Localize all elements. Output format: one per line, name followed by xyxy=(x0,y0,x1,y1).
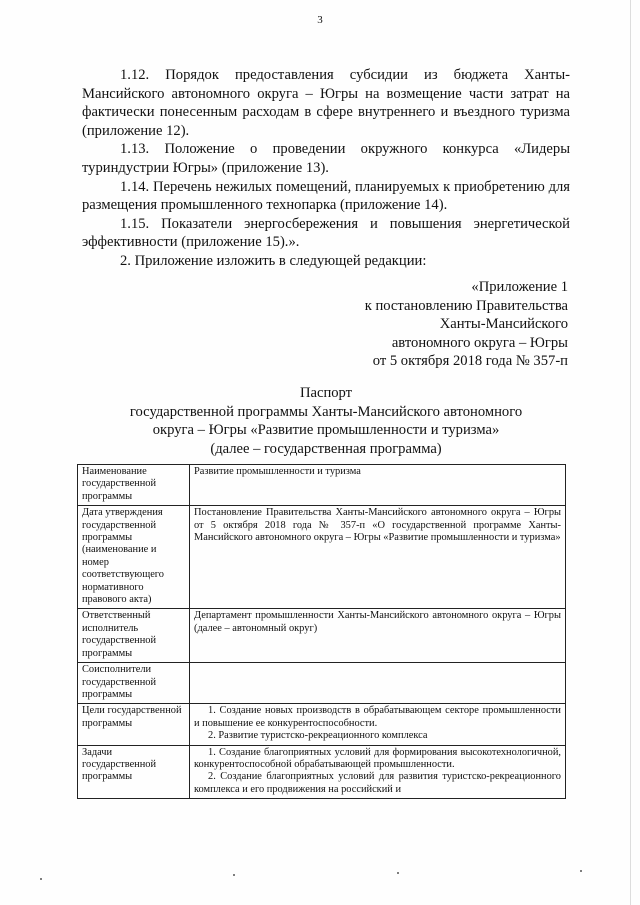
table-row xyxy=(78,745,566,799)
passport-title-line: округа – Югры «Развитие промышленности и туризма» xyxy=(152,422,500,439)
table-row-label: Задачи государственной программы xyxy=(78,745,190,799)
table-row xyxy=(78,704,566,745)
scan-speck xyxy=(580,870,582,872)
table-row-value xyxy=(190,663,566,704)
scan-speck xyxy=(397,872,399,874)
passport-title-line: (далее – государственная программа) xyxy=(210,440,442,457)
appendix-header-line: от 5 октября 2018 года № 357-п xyxy=(372,353,568,370)
passport-table xyxy=(77,464,566,799)
table-row-value-line: 1. Создание новых производств в обрабатывающем секторе промышленности и повышение ее конкурентоспособности. xyxy=(194,705,561,729)
paragraph-1-13: 1.13. Положение о проведении окружного конкурса «Лидеры туриндустрии Югры» (приложение 13). xyxy=(82,141,570,176)
table-row-value-line: 2. Создание благоприятных условий для развития туристско-рекреационного комплекса и его продвижения на российский и xyxy=(194,771,561,795)
passport-title-line: Паспорт xyxy=(299,385,353,401)
passport-title-line: государственной программы Ханты-Мансийского автономного xyxy=(129,403,523,420)
appendix-header-line: Ханты-Мансийского xyxy=(439,316,568,333)
table-row-value xyxy=(190,506,566,609)
table-row xyxy=(78,465,566,506)
passport-title xyxy=(82,384,570,458)
scan-speck xyxy=(233,874,235,876)
table-row-value-line: Постановление Правительства Ханты-Мансийского автономного округа – Югры от 5 октября 2018 года № 357-п «О государственной программе Ханты-Мансийского автономного округа – Югры «Развитие промышленности и туризма» xyxy=(194,507,561,544)
table-row-value-line: Развитие промышленности и туризма xyxy=(194,466,361,477)
passport-table-body xyxy=(78,465,566,799)
appendix-header xyxy=(268,278,568,371)
table-row-value xyxy=(190,609,566,663)
paragraph-1-14: 1.14. Перечень нежилых помещений, планируемых к приобретению для размещения промышленного технопарка (приложение 14). xyxy=(82,178,570,214)
table-row xyxy=(78,663,566,704)
appendix-header-line: к постановлению Правительства xyxy=(364,297,568,314)
body-text xyxy=(82,66,570,271)
appendix-header-line: «Приложение 1 xyxy=(471,279,568,295)
table-row-label: Дата утверждения государственной программы (наименование и номер соответствующего нормативного правового акта) xyxy=(78,506,190,609)
paragraph-2: 2. Приложение изложить в следующей редакции: xyxy=(120,252,427,269)
table-row-label: Цели государственной программы xyxy=(78,704,190,745)
scan-edge xyxy=(630,0,631,905)
table-row-value xyxy=(190,704,566,745)
appendix-header-line: автономного округа – Югры xyxy=(391,334,568,351)
scan-speck xyxy=(40,878,42,880)
table-row xyxy=(78,609,566,663)
page-number: 3 xyxy=(317,14,323,26)
table-row-value-line: 1. Создание благоприятных условий для формирования высокотехнологичной, конкурентоспособной обрабатывающей промышленности. xyxy=(194,746,561,770)
paragraph-1-12: 1.12. Порядок предоставления субсидии из бюджета Ханты-Мансийского автономного округа – Югры на возмещение части затрат на фактически понесенным расходам в сфере внутреннего и въездного туризма (приложение 12). xyxy=(82,67,570,139)
table-row-value-line xyxy=(194,664,561,676)
table-row-value-line: 2. Развитие туристско-рекреационного комплекса xyxy=(208,730,428,742)
table-row xyxy=(78,506,566,609)
table-row-label: Наименование государственной программы xyxy=(78,465,190,506)
table-row-value xyxy=(190,465,566,506)
table-row-label: Ответственный исполнитель государственной программы xyxy=(78,609,190,663)
paragraph-1-15: 1.15. Показатели энергосбережения и повышения энергетической эффективности (приложение 15).». xyxy=(82,215,570,251)
table-row-value xyxy=(190,745,566,799)
table-row-value-line: Департамент промышленности Ханты-Мансийского автономного округа – Югры (далее – автономный округ) xyxy=(194,610,561,634)
table-row-label: Соисполнители государственной программы xyxy=(78,663,190,704)
scan-specks xyxy=(0,860,640,880)
